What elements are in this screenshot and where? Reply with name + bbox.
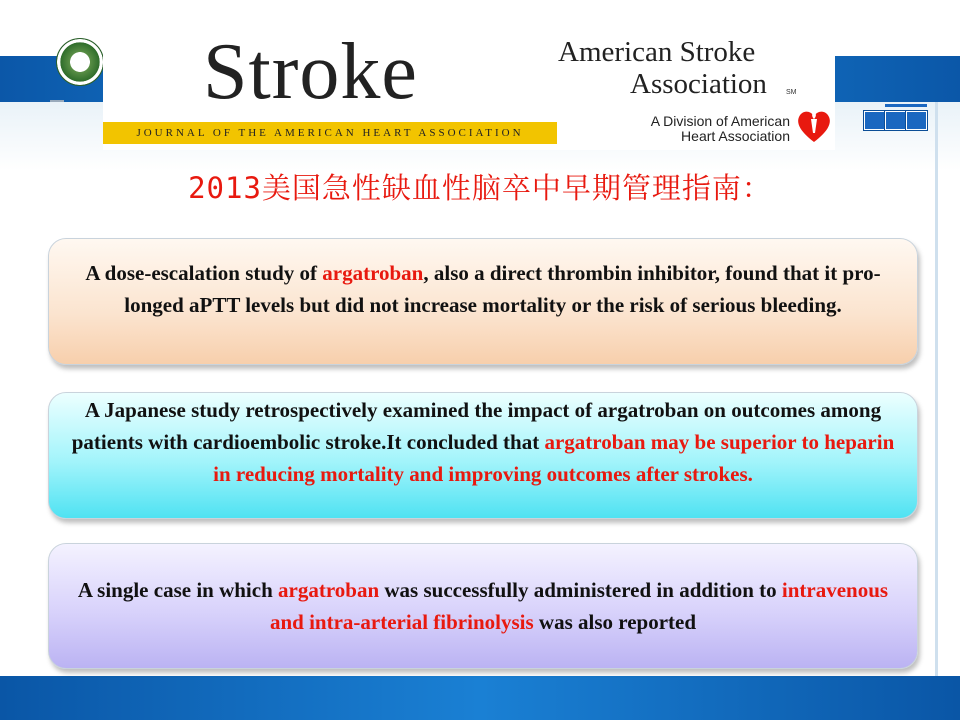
grid-cell [864, 111, 885, 130]
association-name-line1: American Stroke [558, 36, 756, 68]
argatroban-card-japanese-study [48, 392, 918, 519]
card-highlight: argatroban [322, 261, 424, 285]
argatroban-card-dose-escalation [48, 238, 918, 365]
card-text: A dose-escalation study of [85, 261, 323, 285]
card-text: was successfully administered in addition to [379, 578, 782, 602]
association-name [558, 36, 788, 100]
heart-torch-icon [795, 107, 833, 145]
card-text: was also reported [533, 610, 697, 634]
service-mark: SM [786, 89, 797, 96]
card-text: , also a direct thrombin inhibitor, found that it pro-longed aPTT levels but did not increase mortality or the risk of serious bleeding. [124, 261, 881, 317]
seal-mark-icon [50, 92, 64, 102]
division-text [630, 114, 790, 144]
journal-subtitle: JOURNAL OF THE AMERICAN HEART ASSOCIATION [136, 127, 524, 139]
slide-subtitle: 2013美国急性缺血性脑卒中早期管理指南： [188, 171, 772, 205]
argatroban-card-single-case [48, 543, 918, 669]
grid-cell [906, 111, 927, 130]
card-text: A single case in which [77, 578, 279, 602]
journal-name: Stroke [203, 28, 418, 116]
division-line1: A Division of American [650, 113, 790, 129]
division-line2: Heart Association [681, 128, 790, 144]
university-seal-icon [56, 38, 104, 86]
grid-cell [885, 111, 906, 130]
card-highlight: argatroban [278, 578, 380, 602]
grid-decoration-icon [864, 104, 928, 129]
card-highlight: argatroban may be superior to heparin in reducing mortality and improving outcomes after strokes. [213, 430, 895, 486]
grid-top-bar [885, 104, 927, 107]
card-text: A Japanese study retrospectively examined the impact of argatroban on outcomes among patients with cardioembolic stroke.It concluded that [71, 398, 882, 454]
journal-subtitle-bar [103, 122, 557, 144]
bottom-band [0, 676, 960, 720]
card-highlight: intravenous and intra-arterial fibrinolysis [269, 578, 889, 634]
journal-logo-banner [103, 22, 835, 150]
association-name-line2: Association [630, 68, 767, 100]
